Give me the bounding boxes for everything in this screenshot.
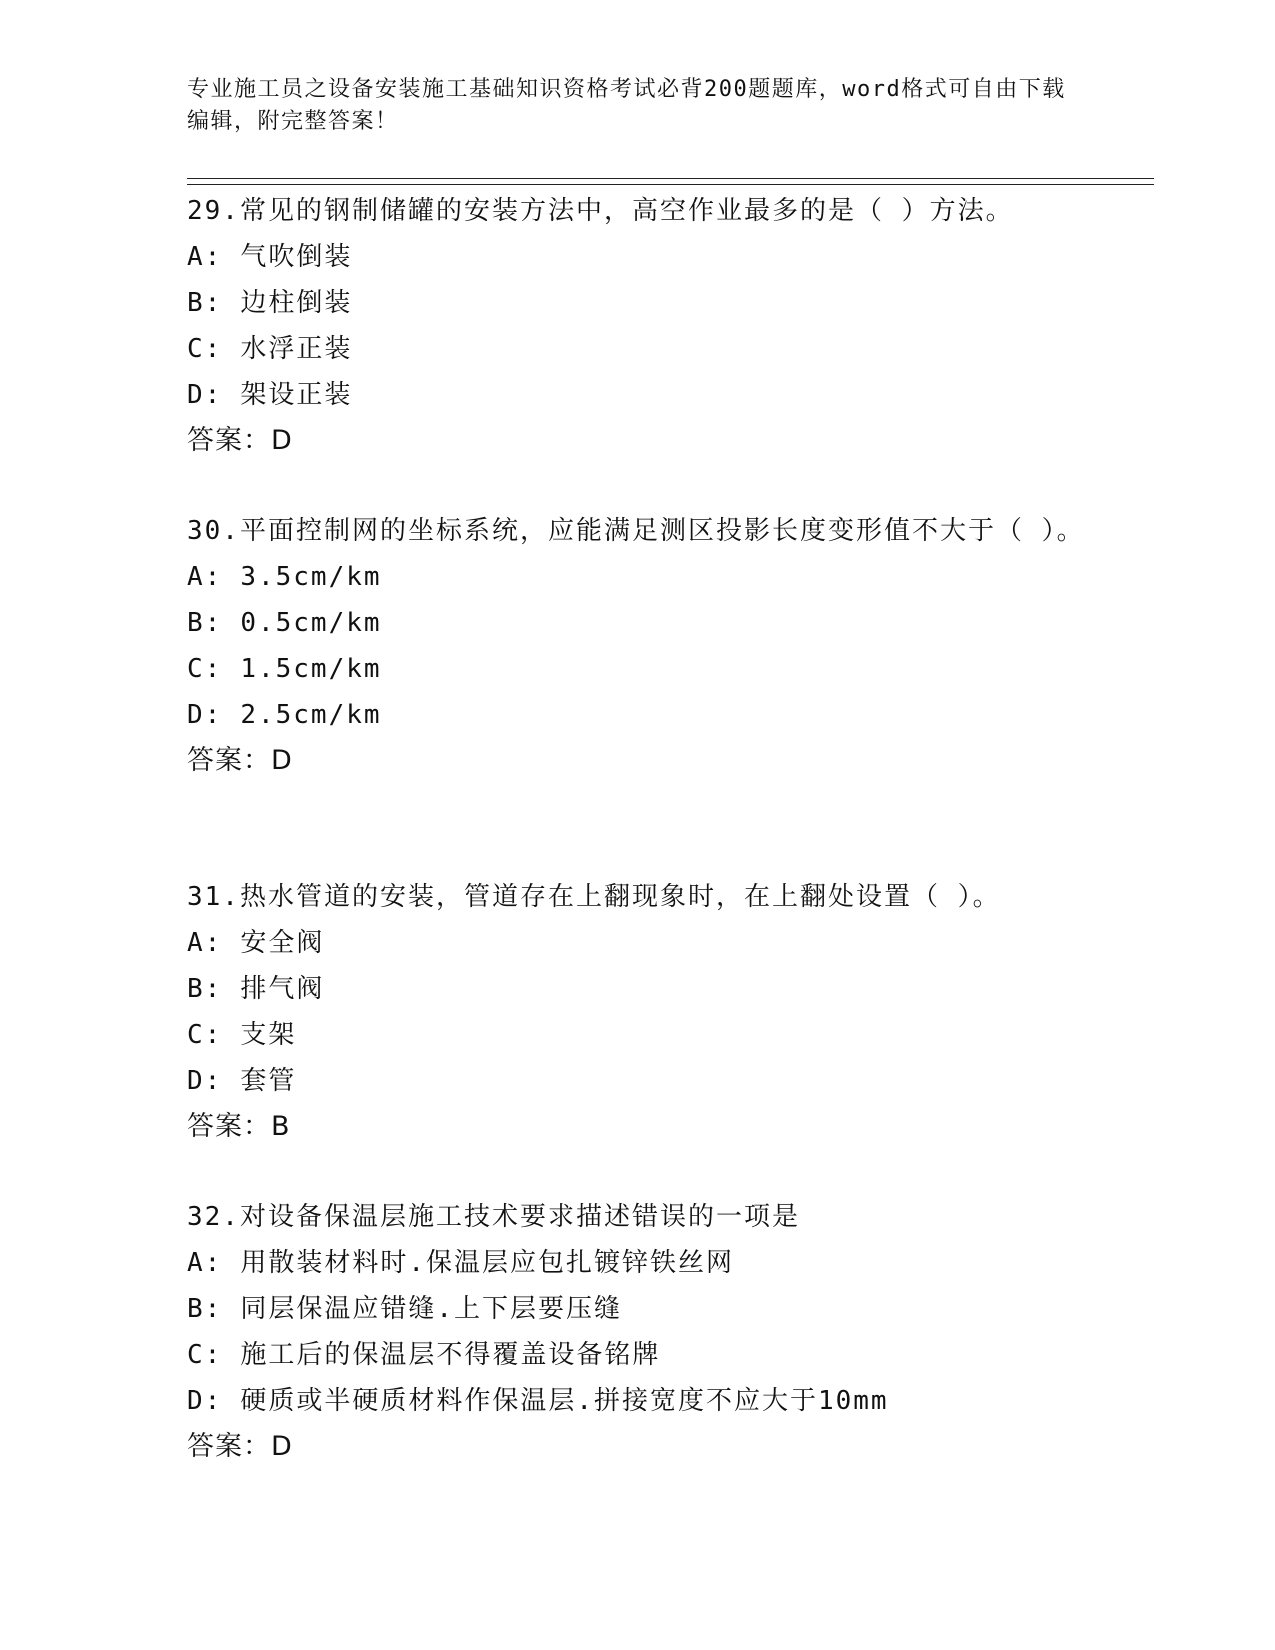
question-stem: 30.平面控制网的坐标系统，应能满足测区投影长度变形值不大于（ ）。 (187, 516, 1085, 546)
option-key: C: (187, 1020, 223, 1050)
option-key: D: (187, 1066, 223, 1096)
option-a (187, 920, 1107, 966)
header-divider-bottom (187, 184, 1154, 185)
answer-line: 答案：D (187, 425, 293, 456)
option-b (187, 966, 1107, 1012)
option-a (187, 1240, 1107, 1286)
option-text: 套管 (240, 1066, 297, 1096)
option-d (187, 692, 1107, 738)
option-d (187, 1058, 1107, 1104)
option-text: 施工后的保温层不得覆盖设备铭牌 (240, 1340, 661, 1370)
option-d (187, 1378, 1107, 1424)
answer-line: 答案：D (187, 1431, 293, 1462)
question-stem: 31.热水管道的安装，管道存在上翻现象时，在上翻处设置（ ）。 (187, 882, 1001, 912)
option-key: D: (187, 380, 223, 410)
option-key: D: (187, 1386, 223, 1416)
option-c (187, 326, 1107, 372)
option-text: 同层保温应错缝.上下层要压缝 (240, 1294, 622, 1324)
option-key: B: (187, 608, 223, 638)
option-b (187, 600, 1107, 646)
option-text: 硬质或半硬质材料作保温层.拼接宽度不应大于10mm (240, 1386, 889, 1416)
question-31 (187, 874, 1107, 1150)
option-key: C: (187, 334, 223, 364)
question-29 (187, 188, 1107, 464)
option-text: 架设正装 (240, 380, 353, 410)
option-key: A: (187, 562, 223, 592)
option-text: 安全阀 (240, 928, 325, 958)
option-text: 2.5cm/km (240, 700, 382, 730)
option-d (187, 372, 1107, 418)
option-key: A: (187, 242, 223, 272)
option-key: A: (187, 1248, 223, 1278)
question-stem: 32.对设备保温层施工技术要求描述错误的一项是 (187, 1202, 800, 1232)
option-key: B: (187, 1294, 223, 1324)
option-c (187, 1012, 1107, 1058)
question-30 (187, 508, 1107, 784)
option-b (187, 1286, 1107, 1332)
option-c (187, 646, 1107, 692)
option-text: 用散装材料时.保温层应包扎镀锌铁丝网 (240, 1248, 734, 1278)
option-text: 水浮正装 (240, 334, 353, 364)
option-text: 0.5cm/km (240, 608, 382, 638)
option-b (187, 280, 1107, 326)
option-text: 气吹倒装 (240, 242, 353, 272)
answer-line: 答案：D (187, 745, 293, 776)
option-key: B: (187, 974, 223, 1004)
option-key: B: (187, 288, 223, 318)
header-divider-top (187, 178, 1154, 179)
option-text: 边柱倒装 (240, 288, 353, 318)
option-key: D: (187, 700, 223, 730)
option-a (187, 234, 1107, 280)
option-text: 3.5cm/km (240, 562, 382, 592)
option-text: 1.5cm/km (240, 654, 382, 684)
option-text: 排气阀 (240, 974, 325, 1004)
question-stem: 29.常见的钢制储罐的安装方法中，高空作业最多的是（ ）方法。 (187, 196, 1014, 226)
option-c (187, 1332, 1107, 1378)
option-key: A: (187, 928, 223, 958)
document-header: 专业施工员之设备安装施工基础知识资格考试必背200题题库，word格式可自由下载编辑，附完整答案！ (187, 77, 1066, 134)
option-key: C: (187, 654, 223, 684)
answer-line: 答案：B (187, 1111, 291, 1142)
option-key: C: (187, 1340, 223, 1370)
question-32 (187, 1194, 1107, 1470)
option-text: 支架 (240, 1020, 297, 1050)
option-a (187, 554, 1107, 600)
